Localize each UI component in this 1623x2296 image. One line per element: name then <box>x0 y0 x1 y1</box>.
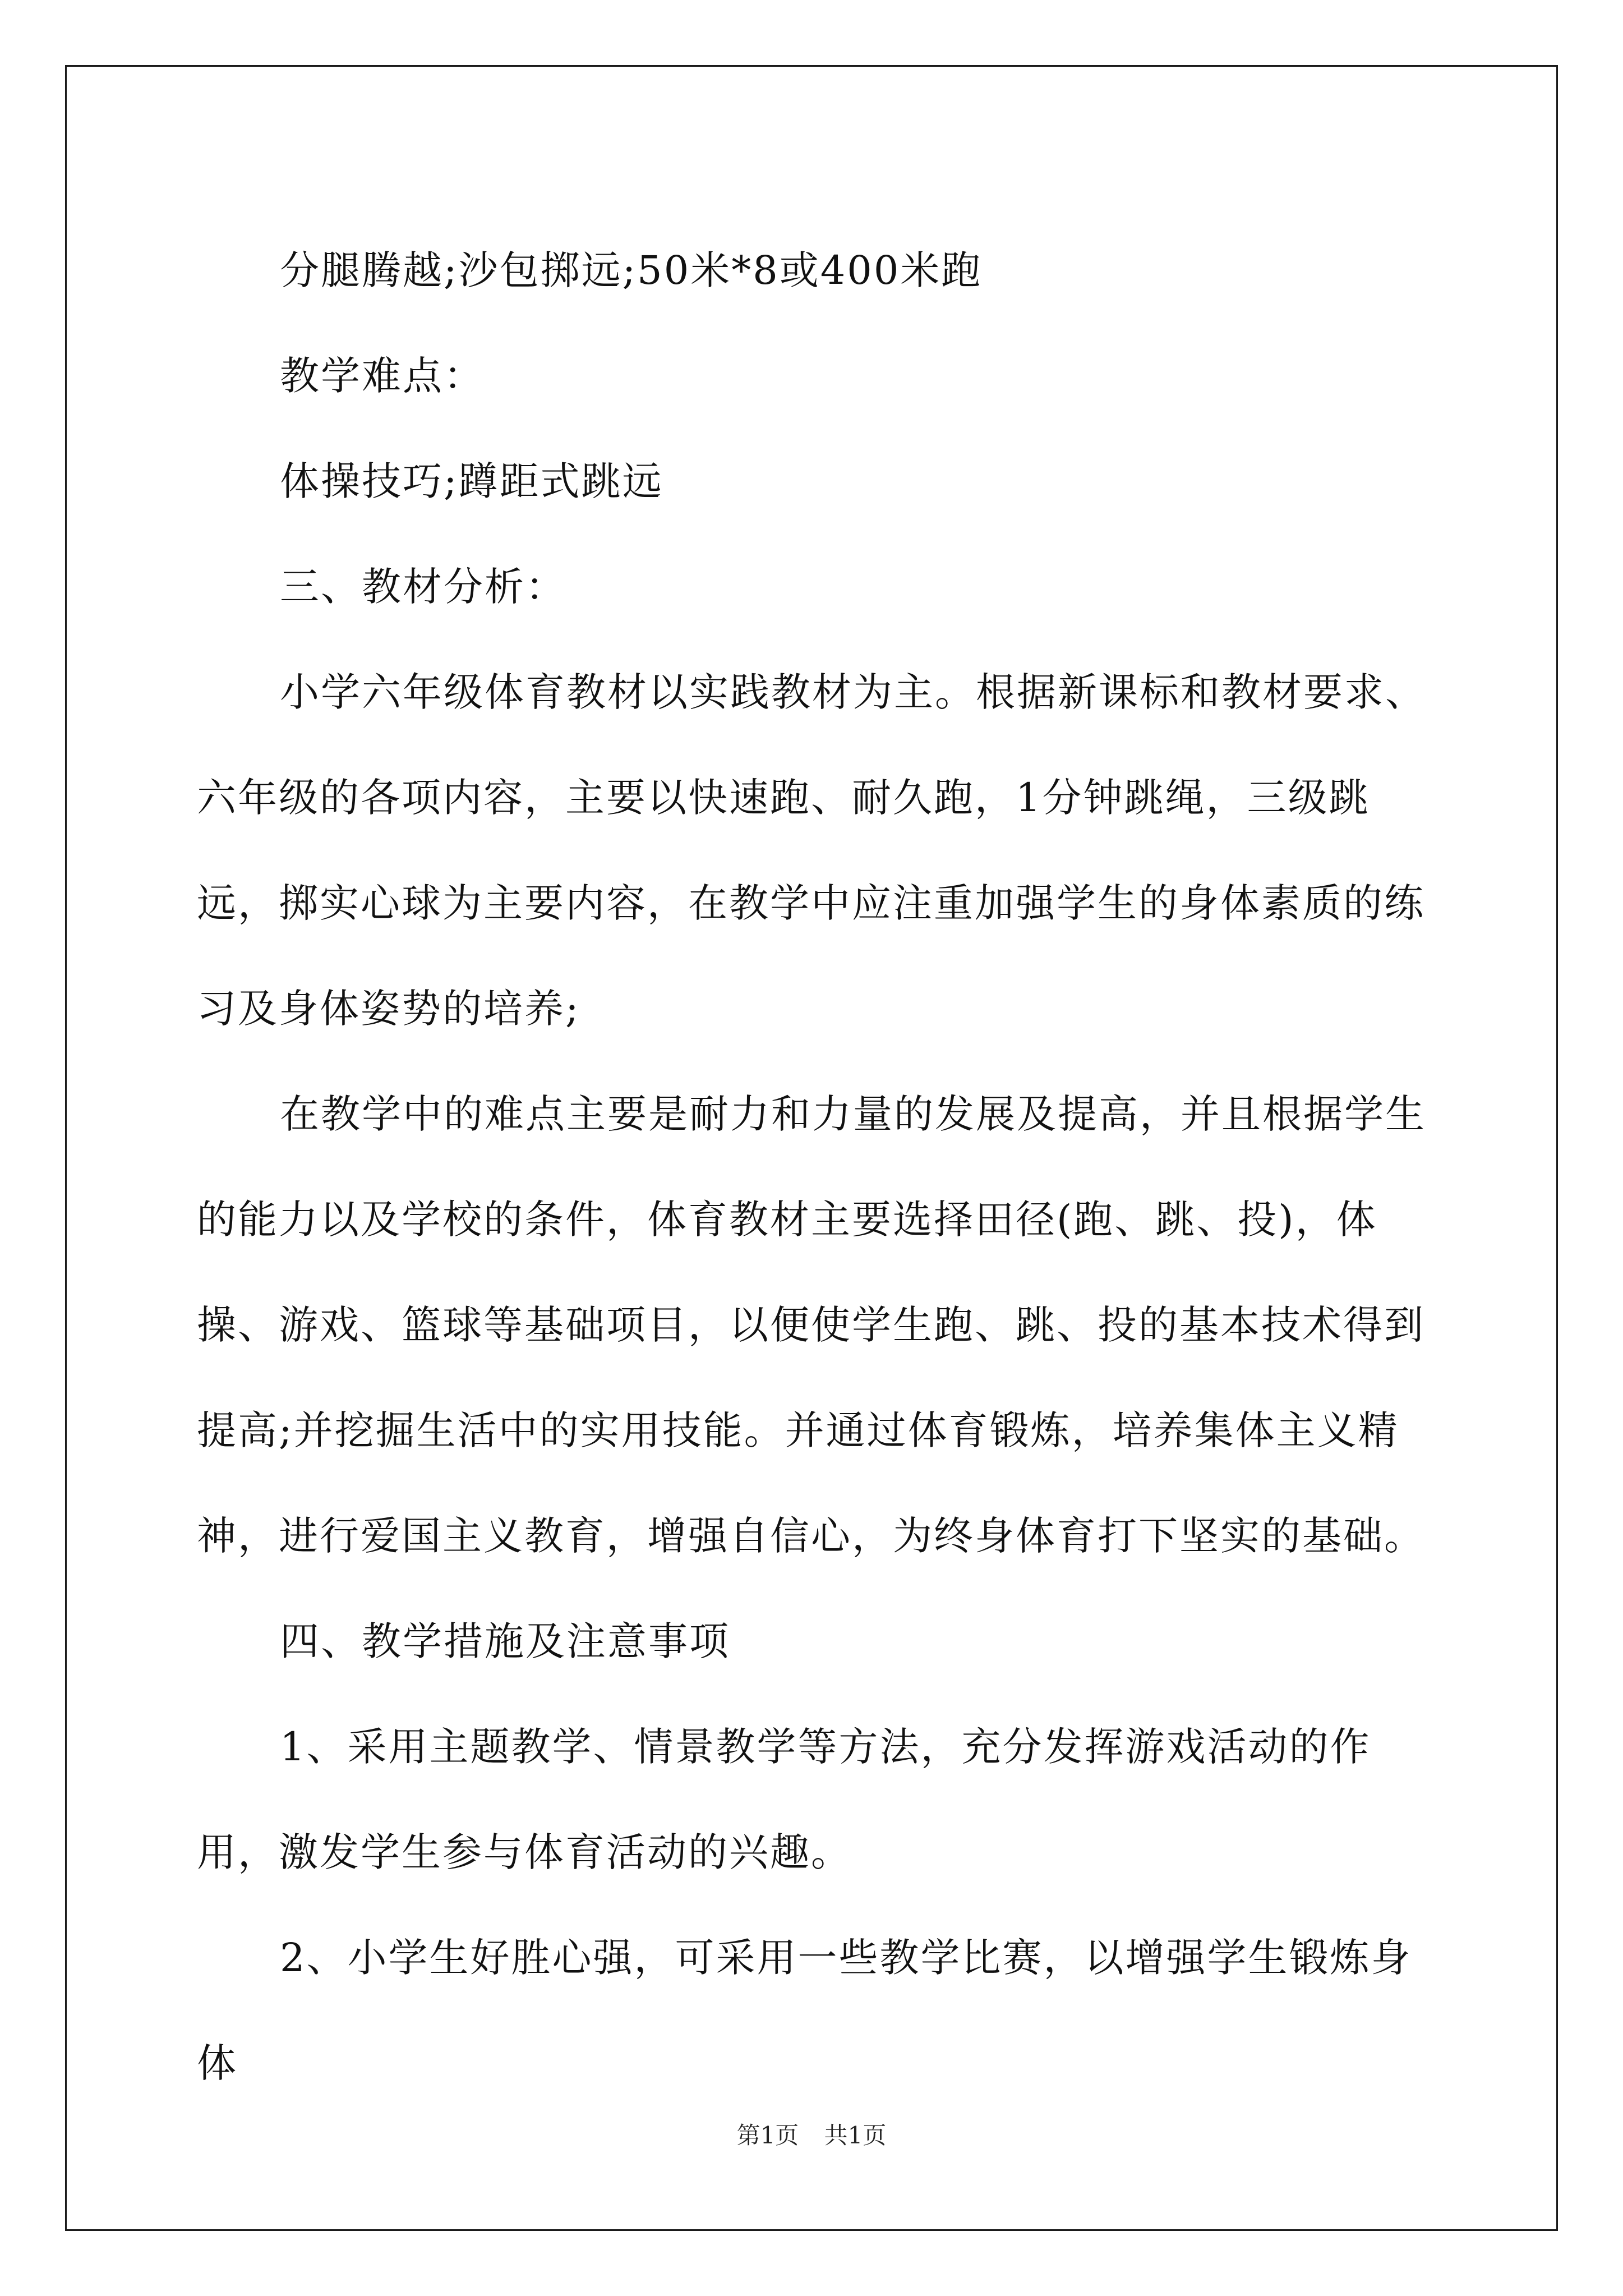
page-footer <box>0 2117 1623 2151</box>
paragraph: 体操技巧;蹲距式跳远 <box>280 458 663 504</box>
paragraph: 小学六年级体育教材以实践教材为主。根据新课标和教材要求、六年级的各项内容，主要以快速跑、耐久跑，1分钟跳绳，三级跳远，掷实心球为主要内容，在教学中应注重加强学生的身体素质的练习及身体姿势的培养; <box>197 669 1426 1032</box>
page-number: 第1页 <box>736 2122 799 2149</box>
list-item: 1、采用主题教学、情景教学等方法，充分发挥游戏活动的作用，激发学生参与体育活动的兴趣。 <box>197 1724 1371 1875</box>
section-heading-measures: 四、教学措施及注意事项 <box>280 1618 730 1664</box>
paragraph: 分腿腾越;沙包掷远;50米*8或400米跑 <box>280 247 983 293</box>
list-item: 2、小学生好胜心强，可采用一些教学比赛，以增强学生锻炼身体 <box>197 1935 1412 2086</box>
page-total: 共1页 <box>824 2122 887 2149</box>
section-label-difficulty: 教学难点： <box>280 353 485 399</box>
document-body <box>197 218 1428 2116</box>
paragraph: 在教学中的难点主要是耐力和力量的发展及提高，并且根据学生的能力以及学校的条件，体育教材主要选择田径(跑、跳、投)，体操、游戏、篮球等基础项目，以便使学生跑、跳、投的基本技术得到提高;并挖掘生活中的实用技能。并通过体育锻炼，培养集体主义精神，进行爱国主义教育，增强自信心，为终身体育打下坚实的基础。 <box>197 1091 1426 1559</box>
section-heading-material-analysis: 三、教材分析： <box>280 564 566 610</box>
